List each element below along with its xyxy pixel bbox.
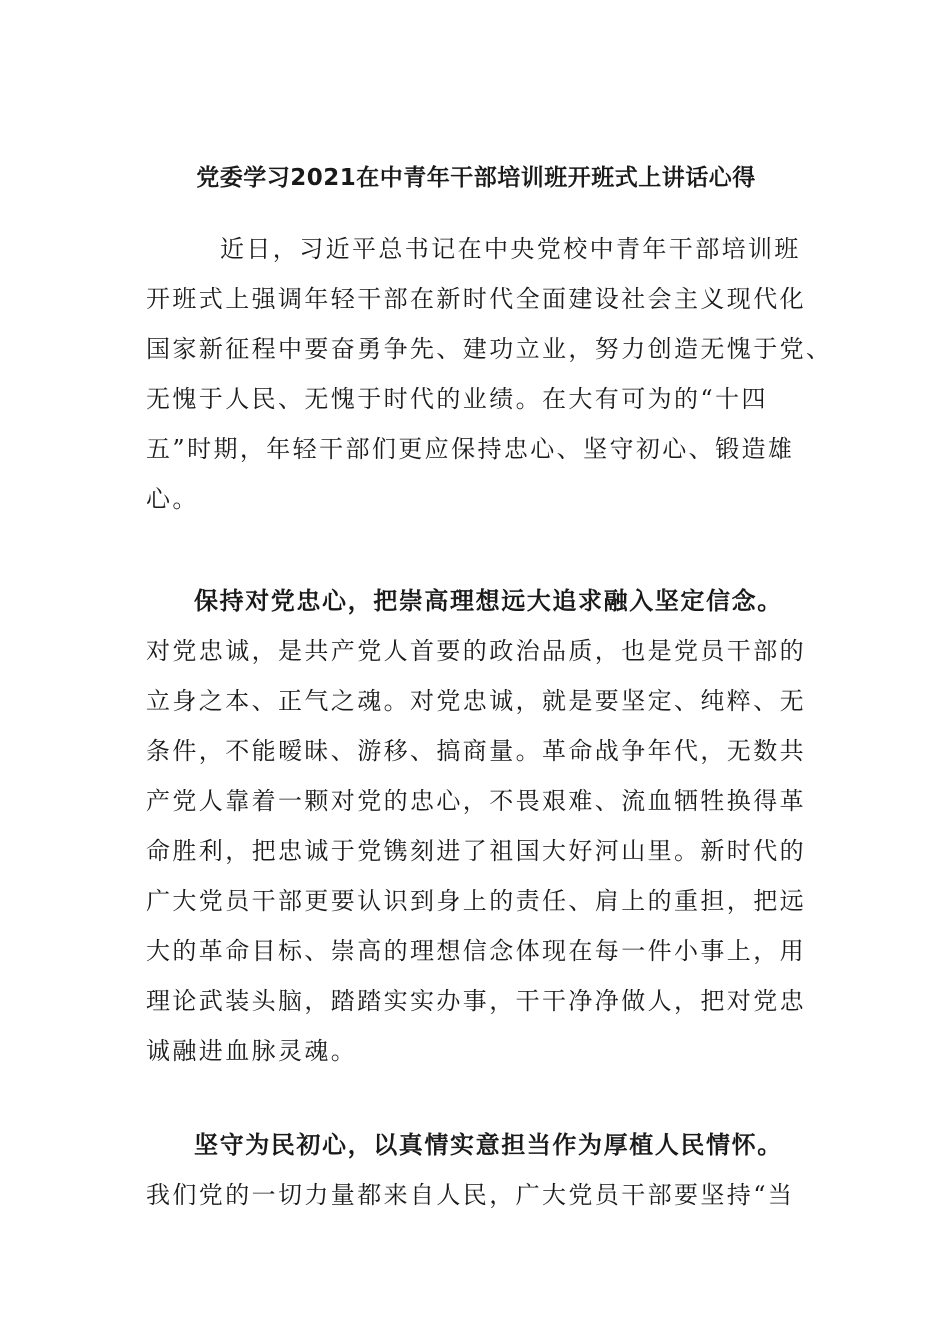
paragraph-line: 国家新征程中要奋勇争先、建功立业，努力创造无愧于党、 bbox=[146, 335, 833, 363]
paragraph-line: 立身之本、正气之魂。对党忠诚，就是要坚定、纯粹、无 bbox=[146, 687, 806, 715]
paragraph-line: 诚融进血脉灵魂。 bbox=[146, 1037, 358, 1065]
paragraph-line: 理论武装头脑，踏踏实实办事，干干净净做人，把对党忠 bbox=[146, 987, 806, 1015]
paragraph-line: 广大党员干部更要认识到身上的责任、肩上的重担，把远 bbox=[146, 887, 806, 915]
section-heading: 保持对党忠心，把崇高理想远大追求融入坚定信念。 bbox=[194, 587, 783, 615]
paragraph-line: 我们党的一切力量都来自人民，广大党员干部要坚持“当 bbox=[146, 1181, 795, 1209]
paragraph-line: 对党忠诚，是共产党人首要的政治品质，也是党员干部的 bbox=[146, 637, 806, 665]
paragraph-line: 开班式上强调年轻干部在新时代全面建设社会主义现代化 bbox=[146, 285, 806, 313]
paragraph-line: 条件，不能暧昧、游移、搞商量。革命战争年代，无数共 bbox=[146, 737, 806, 765]
section-heading: 坚守为民初心，以真情实意担当作为厚植人民情怀。 bbox=[194, 1131, 783, 1159]
paragraph-line: 产党人靠着一颗对党的忠心，不畏艰难、流血牺牲换得革 bbox=[146, 787, 806, 815]
paragraph-line: 无愧于人民、无愧于时代的业绩。在大有可为的“十四 bbox=[146, 385, 768, 413]
paragraph-line: 五”时期，年轻干部们更应保持忠心、坚守初心、锻造雄 bbox=[146, 435, 795, 463]
document-title: 党委学习2021在中青年干部培训班开班式上讲话心得 bbox=[196, 165, 756, 191]
section-loyalty bbox=[146, 576, 806, 1076]
paragraph-line: 心。 bbox=[146, 485, 199, 513]
intro-paragraph bbox=[146, 224, 833, 524]
paragraph-line: 大的革命目标、崇高的理想信念体现在每一件小事上，用 bbox=[146, 937, 806, 965]
paragraph-line: 命胜利，把忠诚于党镌刻进了祖国大好河山里。新时代的 bbox=[146, 837, 806, 865]
section-people bbox=[146, 1120, 806, 1220]
paragraph-line: 近日，习近平总书记在中央党校中青年干部培训班 bbox=[220, 235, 801, 263]
